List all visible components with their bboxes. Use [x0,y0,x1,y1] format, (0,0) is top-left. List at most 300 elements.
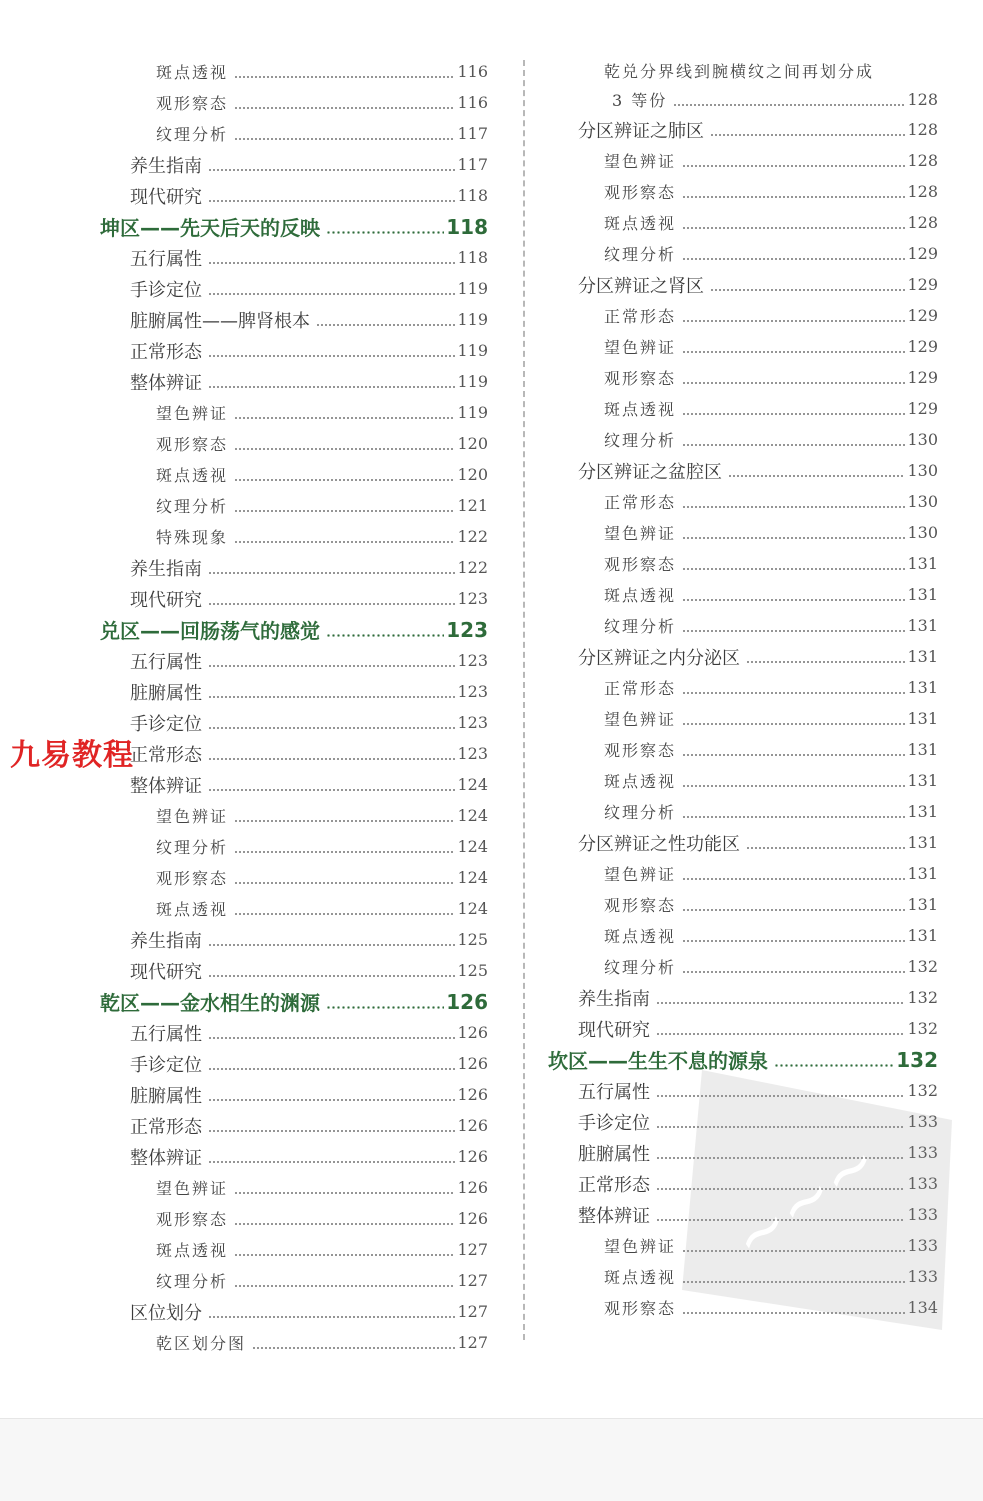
toc-entry[interactable] [548,362,938,393]
toc-section-heading[interactable] [100,211,488,242]
toc-page-number: 132 [907,957,938,976]
dot-leader [234,541,455,543]
toc-entry-label: 乾区划分图 [156,1334,247,1353]
toc-page-number: 122 [457,558,488,577]
toc-entry-label: 观形察态 [604,741,677,760]
toc-entry-label: 观形察态 [156,869,229,888]
toc-page-number: 126 [457,1023,488,1042]
dot-leader [728,475,905,477]
toc-entry[interactable] [548,672,938,703]
toc-page-number: 127 [457,1240,488,1259]
toc-page-number: 125 [457,930,488,949]
toc-entry[interactable] [548,1075,938,1106]
dot-leader [208,1316,455,1318]
toc-page-number: 123 [457,589,488,608]
toc-section-heading[interactable] [100,614,488,645]
toc-page-number: 131 [907,895,938,914]
dot-leader [208,355,455,357]
toc-entry-label: 现代研究 [130,961,202,983]
toc-left-column [100,56,488,1358]
dot-leader [682,568,905,570]
dot-leader [682,1281,905,1283]
toc-entry-label: 养生指南 [130,155,202,177]
toc-page-number: 118 [446,214,488,239]
toc-entry-label: 脏腑属性 [130,1085,202,1107]
toc-entry[interactable] [100,335,488,366]
toc-entry-label: 分区辨证之盆腔区 [578,461,722,483]
toc-entry[interactable] [548,1199,938,1230]
toc-entry-label: 乾兑分界线到腕横纹之间再划分成 [604,62,875,81]
toc-page-number: 133 [907,1236,938,1255]
toc-page-number: 132 [907,1081,938,1100]
toc-entry-label: 坎区——生生不息的源泉 [548,1049,768,1073]
toc-page-number: 131 [907,864,938,883]
dot-leader [746,847,905,849]
dot-leader [656,1188,905,1190]
toc-entry-label: 分区辨证之肺区 [578,120,704,142]
toc-page-number: 126 [457,1147,488,1166]
toc-entry[interactable] [100,1234,488,1265]
toc-entry-label: 望色辨证 [156,807,229,826]
dot-leader [656,1095,905,1097]
toc-entry[interactable] [548,1230,938,1261]
toc-page-number: 129 [907,337,938,356]
toc-entry-label: 纹理分析 [604,431,677,450]
toc-page-number: 127 [457,1302,488,1321]
toc-entry-label: 斑点透视 [156,1241,229,1260]
toc-entry-label: 特殊现象 [156,528,229,547]
toc-entry[interactable] [548,393,938,424]
toc-page-number: 121 [457,496,488,515]
toc-page-number: 119 [457,310,488,329]
toc-page-number: 126 [457,1054,488,1073]
toc-entry[interactable] [100,1296,488,1327]
toc-entry-label: 纹理分析 [156,1272,229,1291]
toc-entry[interactable] [548,1168,938,1199]
toc-entry[interactable] [100,56,488,87]
toc-entry-label: 五行属性 [130,248,202,270]
toc-entry-label: 手诊定位 [578,1112,650,1134]
toc-entry[interactable] [100,583,488,614]
dot-leader [682,909,905,911]
toc-page-number: 132 [896,1047,938,1072]
toc-entry-label: 斑点透视 [156,466,229,485]
dot-leader [682,320,905,322]
toc-entry[interactable] [100,1141,488,1172]
toc-entry[interactable] [548,300,938,331]
toc-entry[interactable] [100,1110,488,1141]
toc-page-number: 119 [457,341,488,360]
toc-entry-label: 斑点透视 [156,63,229,82]
toc-entry-label: 望色辨证 [604,865,677,884]
toc-entry-label: 纹理分析 [156,497,229,516]
toc-page-number: 116 [457,93,488,112]
toc-entry[interactable] [100,87,488,118]
toc-page-number: 129 [907,306,938,325]
toc-entry-label: 纹理分析 [604,803,677,822]
toc-page-number: 126 [457,1209,488,1228]
dot-leader [234,1223,455,1225]
toc-entry[interactable] [100,521,488,552]
toc-entry[interactable] [100,676,488,707]
dot-leader [234,882,455,884]
toc-page-number: 117 [457,124,488,143]
dot-leader [208,789,455,791]
toc-page-number: 124 [457,806,488,825]
toc-entry-label: 整体辨证 [130,775,202,797]
toc-page-number: 131 [907,926,938,945]
toc-entry[interactable] [548,765,938,796]
toc-entry-label: 斑点透视 [604,586,677,605]
toc-entry-label: 手诊定位 [130,1054,202,1076]
toc-entry[interactable] [548,424,938,455]
toc-entry[interactable] [100,1048,488,1079]
toc-entry[interactable] [100,552,488,583]
dot-leader [673,104,905,106]
dot-leader [208,169,455,171]
dot-leader [710,289,905,291]
toc-entry[interactable] [548,145,938,176]
toc-entry-label: 正常形态 [604,307,677,326]
toc-entry[interactable] [548,207,938,238]
toc-page-number: 131 [907,833,938,852]
dot-leader [682,351,905,353]
toc-entry[interactable] [100,893,488,924]
toc-entry-label: 五行属性 [130,651,202,673]
toc-page-number: 125 [457,961,488,980]
dot-leader [234,138,455,140]
toc-entry[interactable] [100,149,488,180]
dot-leader [252,1347,455,1349]
svg-text:~~~: ~~~ [718,1124,893,1278]
toc-page-number: 130 [907,461,938,480]
dot-leader [682,382,905,384]
toc-entry[interactable] [100,955,488,986]
toc-entry[interactable] [548,641,938,672]
toc-entry-label: 纹理分析 [604,958,677,977]
dot-leader [656,1033,905,1035]
toc-page-number: 132 [907,1019,938,1038]
toc-entry[interactable] [548,1137,938,1168]
toc-page-number: 129 [907,244,938,263]
toc-entry[interactable] [548,579,938,610]
toc-page-number: 131 [907,771,938,790]
toc-entry[interactable] [100,831,488,862]
dot-leader [208,1130,455,1132]
dot-leader [326,634,444,637]
toc-page-number: 128 [907,182,938,201]
toc-entry-label: 斑点透视 [604,400,677,419]
toc-entry[interactable] [100,428,488,459]
toc-page-number: 130 [907,430,938,449]
dot-leader [682,1250,905,1252]
toc-entry[interactable] [100,1017,488,1048]
toc-entry-label: 纹理分析 [156,838,229,857]
dot-leader [682,723,905,725]
toc-entry-label: 整体辨证 [578,1205,650,1227]
toc-page-number: 123 [457,651,488,670]
dot-leader [208,696,455,698]
toc-entry[interactable] [548,610,938,641]
toc-entry-label: 乾区——金水相生的渊源 [100,991,320,1015]
toc-section-heading[interactable] [100,986,488,1017]
toc-entry[interactable] [548,1106,938,1137]
toc-entry[interactable] [548,703,938,734]
toc-entry-label: 现代研究 [578,1019,650,1041]
toc-entry[interactable] [100,1203,488,1234]
toc-page-number: 127 [457,1333,488,1352]
toc-page-number: 118 [457,248,488,267]
dot-leader [208,1037,455,1039]
toc-entry-label: 望色辨证 [604,710,677,729]
toc-entry[interactable] [548,114,938,145]
toc-page-number: 133 [907,1174,938,1193]
toc-page-number: 130 [907,492,938,511]
toc-page-number: 126 [457,1085,488,1104]
dot-leader [326,231,444,234]
dot-leader [208,944,455,946]
toc-page-number: 116 [457,62,488,81]
toc-page-number: 133 [907,1112,938,1131]
dot-leader [208,293,455,295]
toc-entry-label: 望色辨证 [604,152,677,171]
dot-leader [208,758,455,760]
toc-right-column [548,56,938,1323]
toc-entry[interactable] [548,889,938,920]
toc-entry-label: 手诊定位 [130,279,202,301]
toc-entry-label: 3 等份 [612,91,668,110]
dot-leader [682,196,905,198]
toc-entry[interactable] [100,1265,488,1296]
toc-entry[interactable] [548,269,938,300]
toc-entry[interactable] [548,1261,938,1292]
toc-page-number: 133 [907,1143,938,1162]
toc-entry[interactable] [100,459,488,490]
toc-entry[interactable] [548,331,938,362]
toc-page-number: 124 [457,899,488,918]
toc-page-number: 131 [907,709,938,728]
dot-leader [682,878,905,880]
dot-leader [656,1002,905,1004]
dot-leader [682,537,905,539]
dot-leader [234,1192,455,1194]
toc-entry-label: 养生指南 [130,930,202,952]
toc-entry-label: 望色辨证 [604,338,677,357]
toc-entry-label: 正常形态 [604,679,677,698]
toc-entry-label: 观形察态 [604,1299,677,1318]
toc-entry[interactable] [548,951,938,982]
toc-page-number: 127 [457,1271,488,1290]
toc-page-number: 129 [907,275,938,294]
toc-entry[interactable] [548,1013,938,1044]
toc-entry[interactable] [100,1079,488,1110]
dot-leader [682,940,905,942]
toc-page-number: 128 [907,151,938,170]
toc-entry[interactable] [548,734,938,765]
toc-page-number: 124 [457,837,488,856]
toc-entry-label: 脏腑属性 [578,1143,650,1165]
dot-leader [208,386,455,388]
toc-page-number: 128 [907,120,938,139]
dot-leader [656,1157,905,1159]
dot-leader [208,1161,455,1163]
toc-entry[interactable] [100,273,488,304]
toc-entry[interactable] [100,366,488,397]
dot-leader [326,1006,444,1009]
toc-page-number: 126 [457,1116,488,1135]
toc-entry[interactable] [548,858,938,889]
toc-entry[interactable] [100,242,488,273]
toc-entry-label: 五行属性 [130,1023,202,1045]
toc-entry[interactable] [548,920,938,951]
dot-leader [682,599,905,601]
toc-page-number: 128 [907,90,938,109]
toc-entry-label: 正常形态 [578,1174,650,1196]
toc-entry-label: 观形察态 [604,555,677,574]
toc-entry-label: 现代研究 [130,186,202,208]
dot-leader [234,448,455,450]
toc-entry-label: 斑点透视 [604,1268,677,1287]
toc-entry[interactable] [100,397,488,428]
toc-page-number: 131 [907,740,938,759]
toc-entry[interactable] [100,769,488,800]
toc-entry[interactable] [548,455,938,486]
toc-entry-label: 正常形态 [130,1116,202,1138]
toc-page-number: 134 [907,1298,938,1317]
toc-entry-label: 纹理分析 [604,617,677,636]
toc-entry-continued-line2[interactable] [548,85,938,114]
dot-leader [234,479,455,481]
toc-page-number: 120 [457,434,488,453]
dot-leader [234,107,455,109]
dot-leader [682,692,905,694]
toc-entry[interactable] [548,827,938,858]
dot-leader [682,630,905,632]
dot-leader [208,727,455,729]
dot-leader [208,572,455,574]
toc-entry[interactable] [548,238,938,269]
toc-entry-label: 正常形态 [130,744,202,766]
toc-page-number: 126 [457,1178,488,1197]
dot-leader [710,134,905,136]
toc-page-number: 119 [457,279,488,298]
toc-entry[interactable] [100,800,488,831]
toc-entry[interactable] [548,517,938,548]
toc-entry-label: 观形察态 [604,183,677,202]
toc-page-number: 124 [457,868,488,887]
toc-entry[interactable] [100,118,488,149]
dot-leader [234,76,455,78]
toc-entry-label: 斑点透视 [604,772,677,791]
toc-entry[interactable] [100,1327,488,1358]
toc-entry-label: 斑点透视 [604,214,677,233]
dot-leader [774,1064,894,1067]
toc-entry[interactable] [548,796,938,827]
toc-entry-label: 观形察态 [156,435,229,454]
toc-entry-label: 分区辨证之内分泌区 [578,647,740,669]
toc-page-number: 131 [907,554,938,573]
toc-page-number: 126 [446,989,488,1014]
toc-entry[interactable] [100,738,488,769]
toc-entry[interactable] [548,1292,938,1323]
dot-leader [682,754,905,756]
toc-entry-label: 五行属性 [578,1081,650,1103]
toc-entry-label: 斑点透视 [156,900,229,919]
toc-page-number: 123 [457,682,488,701]
toc-page-number: 131 [907,678,938,697]
dot-leader [208,1068,455,1070]
dot-leader [682,971,905,973]
toc-entry[interactable] [548,982,938,1013]
toc-entry-label: 手诊定位 [130,713,202,735]
toc-entry[interactable] [100,862,488,893]
toc-entry-label: 望色辨证 [156,404,229,423]
toc-entry[interactable] [100,1172,488,1203]
toc-page-number: 122 [457,527,488,546]
toc-entry-label: 分区辨证之肾区 [578,275,704,297]
dot-leader [234,820,455,822]
dot-leader [746,661,905,663]
toc-entry-label: 脏腑属性 [130,682,202,704]
toc-entry[interactable] [100,645,488,676]
toc-page-number: 119 [457,403,488,422]
toc-page-number: 131 [907,647,938,666]
dot-leader [234,510,455,512]
toc-section-heading[interactable] [548,1044,938,1075]
toc-entry[interactable] [100,707,488,738]
dot-leader [682,506,905,508]
toc-page-number: 131 [907,616,938,635]
toc-entry[interactable] [548,548,938,579]
toc-entry-label: 望色辨证 [604,1237,677,1256]
page-bottom-margin [0,1418,983,1501]
toc-entry-label: 正常形态 [604,493,677,512]
toc-page-number: 128 [907,213,938,232]
toc-entry-label: 区位划分 [130,1302,202,1324]
dot-leader [682,816,905,818]
toc-page-number: 124 [457,775,488,794]
dot-leader [208,665,455,667]
toc-entry-label: 纹理分析 [156,125,229,144]
toc-entry-label: 脏腑属性——脾肾根本 [130,310,310,332]
toc-entry[interactable] [100,924,488,955]
toc-page-number: 131 [907,802,938,821]
toc-entry-continued-line1 [548,56,938,85]
toc-page-number: 133 [907,1267,938,1286]
toc-entry-label: 斑点透视 [604,927,677,946]
toc-entry-label: 养生指南 [130,558,202,580]
dot-leader [682,258,905,260]
toc-entry[interactable] [100,490,488,521]
toc-entry[interactable] [100,180,488,211]
dot-leader [234,851,455,853]
toc-entry-label: 兑区——回肠荡气的感觉 [100,619,320,643]
dot-leader [316,324,455,326]
dot-leader [234,1285,455,1287]
toc-page-number: 131 [907,585,938,604]
dot-leader [656,1219,905,1221]
toc-entry-label: 整体辨证 [130,372,202,394]
toc-page-number: 119 [457,372,488,391]
toc-entry[interactable] [548,486,938,517]
toc-entry-label: 分区辨证之性功能区 [578,833,740,855]
dot-leader [682,165,905,167]
toc-entry[interactable] [100,304,488,335]
toc-page-number: 123 [446,617,488,642]
toc-entry[interactable] [548,176,938,207]
dot-leader [682,227,905,229]
toc-page-number: 129 [907,368,938,387]
